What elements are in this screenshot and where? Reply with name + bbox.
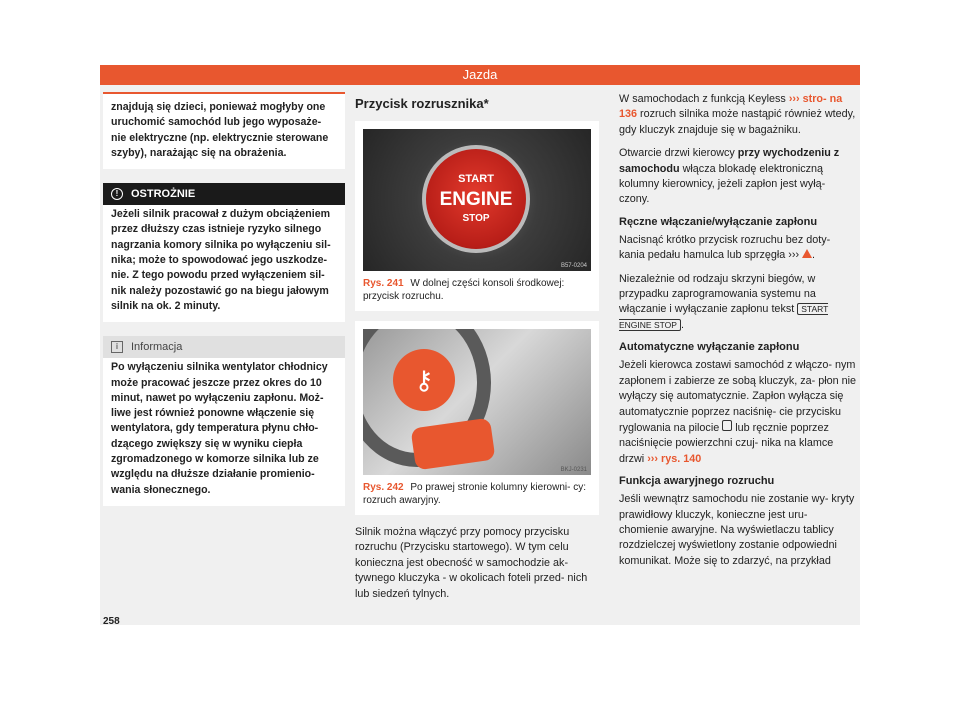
text: Niezależnie od rodzaju skrzyni biegów, w przypadku zaprogramowania systemu na włączanie i wyłączanie zapłonu tekst (619, 272, 816, 316)
info-title: Informacja (131, 341, 183, 354)
text: Otwarcie drzwi kierowcy (619, 147, 738, 160)
image-code: BKJ-0231 (560, 467, 587, 473)
body-paragraph: Silnik można włączyć przy pomocy przycisku rozruchu (Przycisku startowego). W tym celu konieczna jest obecność w samochodzie ak- tywnego kluczyka - w okolicach foteli przed- nich lub siedzeń tylnych. (355, 526, 588, 600)
button-line-stop: STOP (462, 213, 490, 224)
button-line-start: START (458, 173, 494, 185)
figure-241 (355, 121, 599, 311)
info-text: Po wyłączeniu silnika wentylator chłodnicy może pracować jeszcze przez okres do 10 minut, nawet po wyłączeniu zapłonu. Moż- liwe jest również ponowne włączenie się wentylatora, gdy temperatura płynu chło- dzącego zwiększy się w wyniku ciepła zgromadzonego w komorze silnika lub ze względu na dłuższe działanie promienio- wania słonecznego. (111, 361, 328, 496)
lock-icon (722, 420, 732, 431)
subheading-auto: Automatyczne wyłączanie zapłonu (619, 341, 800, 354)
paragraph-display: Niezależnie od rodzaju skrzyni biegów, w przypadku zaprogramowania systemu na włączanie i wyłączanie zapłonu tekst START ENGINE STOP . (619, 272, 829, 331)
text: Nacisnąć krótko przycisk rozruchu bez doty- kania pedału hamulca lub sprzęgła ››› (619, 233, 831, 262)
text: Jeżeli kierowca zostawi samochód z włączo- nym zapłonem i zabierze ze sobą kluczyk, za- płon nie wyłączy się automatycznie. Zapłon wyłącza się automatycznie poprzez naciśnię- cie przycisku ryglowania na pilocie (619, 359, 857, 434)
figure-caption (363, 277, 591, 303)
start-button-photo (363, 129, 591, 271)
text: rozruch silnika może nastąpić również wtedy, gdy kluczyk znajduje się w bagażniku. (619, 108, 856, 136)
start-engine-stop-tag: START ENGINE STOP (619, 304, 829, 330)
text: włącza blokadę elektroniczną kolumny kierownicy, jeżeli zapłon jest wyłą- czony. (619, 162, 826, 206)
paragraph-auto (619, 358, 857, 467)
caution-title: OSTROŻNIE (131, 188, 196, 201)
text: lub ręcznie poprzez naciśnięcie powierzchni czuj- nika na klamce drzwi (619, 421, 834, 465)
caution-text: Jeżeli silnik pracował z dużym obciążeniem przez dłuższy czas istnieje ryzyko silnego nagrzania komory silnika po wyłączeniu sil- nika; może to spowodować jego uszkodze- nie. Z tego powodu przed wyłączeniem sil- nik należy pozostawić go na biegu jałowym silnik na ok. 2 minuty. (111, 208, 331, 312)
figure-number: Rys. 241 (363, 278, 404, 289)
key-bubble-icon: ⚷ (393, 349, 455, 411)
subheading-emergency: Funkcja awaryjnego rozruchu (619, 475, 775, 488)
middle-column (355, 92, 599, 610)
info-icon: i (111, 341, 123, 353)
caution-header (103, 183, 345, 205)
warning-continuation-box (103, 92, 345, 169)
page-link[interactable]: ››› stro- na 136 (619, 93, 843, 121)
figure-caption-text: W dolnej części konsoli środkowej: przycisk rozruchu. (363, 278, 565, 302)
paragraph-manual: Nacisnąć krótko przycisk rozruchu bez doty- kania pedału hamulca lub sprzęgła ››› . (619, 233, 831, 262)
start-engine-stop-button (422, 145, 530, 253)
page-number: 258 (103, 616, 120, 627)
bold-text: przy wychodzeniu z samochodu (619, 147, 840, 175)
right-column (619, 92, 857, 577)
caution-icon: ! (111, 188, 123, 200)
paragraph-door (619, 146, 857, 208)
figure-caption (363, 481, 591, 507)
info-box (103, 358, 345, 506)
chapter-header: Jazda (100, 65, 860, 85)
figure-242 (355, 321, 599, 515)
paragraph-emergency: Jeśli wewnątrz samochodu nie zostanie wy- kryty prawidłowy kluczyk, konieczne jest uru- chomienie awaryjne. Na wyświetlaczu tablicy rozdzielczej wyświetlony zostanie odpowiedni komunikat. Może się to zdarzyć, na przykład (619, 493, 855, 567)
figure-caption-text: Po prawej stronie kolumny kierowni- cy: rozruch awaryjny. (363, 482, 586, 506)
warning-continuation-text: znajdują się dzieci, ponieważ mogłyby one uruchomić samochód lub jego wyposaże- nie elektryczne (np. elektrycznie sterowane szyby), narażając się na obrażenia. (111, 101, 329, 159)
caution-box (103, 205, 345, 322)
warning-triangle-icon[interactable] (802, 249, 812, 258)
subheading-manual: Ręczne włączanie/wyłączanie zapłonu (619, 215, 818, 228)
emergency-start-photo (363, 329, 591, 475)
paragraph-keyless (619, 92, 857, 138)
button-line-engine: ENGINE (439, 189, 513, 210)
info-header (103, 336, 345, 358)
section-title: Przycisk rozrusznika* (355, 96, 489, 111)
figure-link[interactable]: ››› rys. 140 (647, 452, 702, 465)
figure-number: Rys. 242 (363, 482, 404, 493)
left-column (103, 92, 345, 506)
image-code: B57-0204 (560, 263, 587, 269)
text: W samochodach z funkcją Keyless (619, 93, 789, 105)
